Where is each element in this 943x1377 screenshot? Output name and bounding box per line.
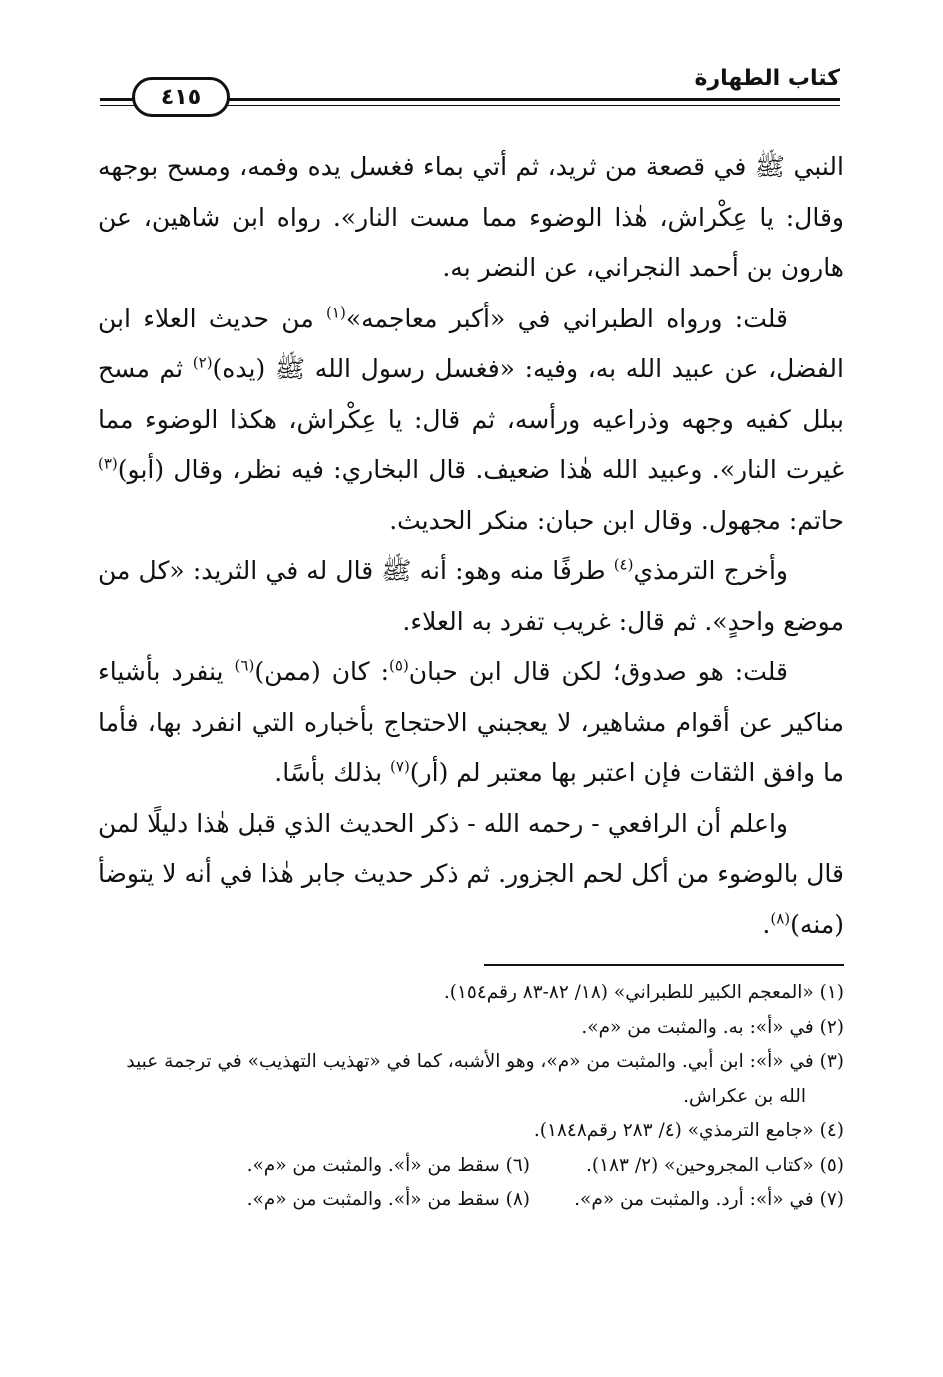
footnote-ref-1: (١) (326, 303, 346, 322)
running-title: كتاب الطهارة (689, 66, 840, 91)
footnote-row-5-6 (98, 1149, 844, 1184)
text-run: قلت: ورواه الطبراني في «أكبر معاجمه» (345, 303, 788, 333)
paragraph-4 (98, 647, 844, 799)
footnote-8: (٨) سقط من «أ». والمثبت من «م». (246, 1189, 530, 1210)
text-run: من حديث العلاء ابن الفضل، عن عبيد الله به، وفيه: «فغسل رسول الله ﷺ (يده) (98, 303, 844, 383)
footnotes (98, 976, 844, 1218)
footnote-ref-4: (٤) (613, 555, 634, 574)
paragraph-3 (98, 546, 844, 647)
text-run: وأخرج الترمذي (633, 556, 788, 585)
footnote-ref-7: (٧) (390, 757, 410, 776)
footnote-separator (484, 964, 844, 966)
paragraph-5 (98, 799, 844, 951)
footnote-5: (٥) «كتاب المجروحين» (٢/ ١٨٣). (586, 1154, 844, 1176)
main-text (98, 142, 844, 950)
footnote-1: (١) «المعجم الكبير للطبراني» (١٨/ ٨٢-٨٣ رقم١٥٤). (443, 982, 844, 1003)
text-run: واعلم أن الرافعي - رحمه الله - ذكر الحديث الذي قبل هٰذا دليلًا لمن قال بالوضوء من أكل لحم الجزور. ثم ذكر حديث جابر هٰذا في أنه لا يتوضأ (منه) (98, 808, 844, 939)
footnote-2: (٢) في «أ»: به. والمثبت من «م». (581, 1016, 844, 1038)
text-run: ينفرد بأشياء مناكير عن أقوام مشاهير، لا يعجبني الاحتجاج بأخباره التي انفرد بها، فأما ما وافق الثقات فإن اعتبر بها معتبر لم (أر) (98, 657, 844, 787)
paragraph-2 (98, 294, 844, 547)
footnote-7: (٧) في «أ»: أرد. والمثبت من «م». (574, 1189, 844, 1210)
text-run: بذلك بأسًا. (274, 758, 391, 787)
page-header (100, 66, 840, 124)
footnote-ref-2: (٢) (192, 353, 213, 372)
footnote-ref-8: (٨) (770, 909, 791, 928)
footnote-3: (٣) في «أ»: ابن أبي. والمثبت من «م»، وهو الأشبه، كما في «تهذيب التهذيب» في ترجمة عبيد الله بن عكراش. (126, 1051, 844, 1107)
text-run: حاتم: مجهول. وقال ابن حبان: منكر الحديث. (389, 505, 844, 535)
text-run: . (762, 909, 771, 939)
footnote-ref-5: (٥) (389, 656, 409, 675)
text-run: ثم مسح ببلل كفيه وجهه وذراعيه ورأسه، ثم قال: يا عِكْراش، هكذا الوضوء مما غيرت النار». وعبيد الله هٰذا ضعيف. قال البخاري: فيه نظر، وقال (أبو) (98, 354, 844, 484)
paragraph-1: النبي ﷺ في قصعة من ثريد، ثم أتي بماء فغسل يده وفمه، ومسح بوجهه وقال: يا عِكْراش، هٰذا الوضوء مما مست النار». رواه ابن شاهين، عن هارون بن أحمد النجراني، عن النضر به. (98, 152, 844, 282)
text-run: : كان (ممن) (254, 657, 390, 686)
text-run: طرفًا منه وهو: أنه ﷺ قال له في الثريد: «كل من موضع واحدٍ». ثم قال: غريب تفرد به العلاء. (98, 556, 844, 636)
page-number: ٤١٥ (132, 77, 230, 117)
footnote-4: (٤) «جامع الترمذي» (٤/ ٢٨٣ رقم١٨٤٨). (533, 1120, 844, 1141)
footnote-6: (٦) سقط من «أ». والمثبت من «م». (246, 1154, 530, 1176)
footnote-ref-6: (٦) (234, 656, 255, 675)
footnote-ref-3: (٣) (98, 454, 118, 473)
text-run: قلت: هو صدوق؛ لكن قال ابن حبان (408, 657, 788, 686)
footnote-row-7-8 (98, 1183, 844, 1218)
